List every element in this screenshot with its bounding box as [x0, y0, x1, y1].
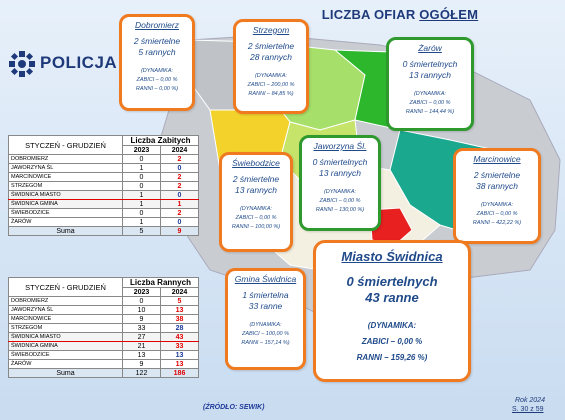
- value-2024: 28: [161, 324, 199, 333]
- callout-injured: 43 ranne: [365, 290, 419, 305]
- value-2023: 1: [123, 164, 161, 173]
- value-2024: 13: [161, 351, 199, 360]
- table-row: [9, 155, 199, 164]
- callout-dynamics-label: (DYNAMIKA:: [140, 68, 174, 74]
- callout-dobromierz: [119, 14, 195, 111]
- table-row: [9, 342, 199, 351]
- callout-injured: 38 rannych: [475, 181, 519, 191]
- callout-dynamics-injured: RANNI – 422,22 %): [472, 220, 522, 226]
- callout-gmina-swidnica: [225, 268, 306, 370]
- table-row: [9, 218, 199, 227]
- callout-dynamics-injured: RANNI – 130,00 %): [315, 207, 365, 213]
- table-header: Liczba Zabitych: [123, 136, 199, 146]
- row-name: MARCINOWICE: [9, 173, 123, 182]
- row-name: DOBROMIERZ: [9, 297, 123, 306]
- value-2023: 9: [123, 315, 161, 324]
- callout-dynamics-label: (DYNAMIKA:: [367, 321, 417, 330]
- sum-2024: 9: [160, 227, 198, 236]
- callout-name: Dobromierz: [135, 20, 179, 30]
- value-2023: 13: [123, 351, 161, 360]
- value-2023: 0: [123, 155, 161, 164]
- callout-fatal: 0 śmiertelnych: [346, 274, 438, 289]
- callout-dynamics-killed: ZABICI – 0,00 %: [476, 211, 518, 217]
- callout-injured: 5 rannych: [138, 47, 176, 57]
- table-row: [9, 315, 199, 324]
- value-2024: 0: [160, 218, 198, 227]
- row-name: ŚWIEBODZICE: [9, 351, 123, 360]
- callout-dynamics-injured: RANNI – 84,85 %): [248, 91, 294, 97]
- row-name: ŻARÓW: [9, 218, 123, 227]
- callout-dynamics-label: (DYNAMIKA:: [480, 202, 514, 208]
- callout-fatal: 0 śmiertelnych: [312, 157, 368, 167]
- callout-injured: 13 rannych: [318, 168, 362, 178]
- police-logo: [8, 49, 118, 79]
- table-row: [9, 297, 199, 306]
- callout-strzegom: [233, 19, 309, 114]
- callout-dynamics-label: (DYNAMIKA:: [249, 322, 282, 328]
- value-2024: 43: [161, 333, 199, 342]
- value-2024: 0: [160, 191, 198, 200]
- value-2023: 0: [123, 182, 161, 191]
- callout-dynamics-injured: RANNI – 157,14 %): [241, 340, 290, 346]
- table-row: [9, 333, 199, 342]
- sum-label: Suma: [9, 369, 123, 378]
- slide-title: [300, 7, 500, 22]
- callout-dynamics-killed: ZABICI – 0,00 %: [319, 198, 361, 204]
- row-name: ŚWIDNICA GMINA: [9, 342, 123, 351]
- table-row: [9, 164, 199, 173]
- callout-dynamics-label: (DYNAMIKA:: [239, 206, 273, 212]
- table-period: STYCZEŃ - GRUDZIEŃ: [9, 136, 123, 155]
- callout-name: Gmina Świdnica: [234, 274, 297, 284]
- table-injured: [8, 277, 199, 378]
- row-name: ŻARÓW: [9, 360, 123, 369]
- page-number: S. 30 z 59: [512, 406, 544, 413]
- sum-row: [9, 227, 199, 236]
- sum-2023: 5: [123, 227, 161, 236]
- callout-fatal: 2 śmiertelne: [473, 170, 521, 180]
- callout-fatal: 2 śmiertelne: [133, 36, 181, 46]
- value-2024: 5: [161, 297, 199, 306]
- row-name: MARCINOWICE: [9, 315, 123, 324]
- value-2024: 2: [160, 173, 198, 182]
- sum-2024: 186: [161, 369, 199, 378]
- callout-dynamics-killed: ZABICI – 0,00 %: [136, 77, 178, 83]
- value-2024: 2: [160, 182, 198, 191]
- value-2023: 21: [123, 342, 161, 351]
- value-2023: 10: [123, 306, 161, 315]
- value-2023: 1: [123, 200, 161, 209]
- row-name: STRZEGOM: [9, 324, 123, 333]
- value-2024: 0: [160, 164, 198, 173]
- callout-fatal: 2 śmiertelne: [247, 41, 295, 51]
- row-name: ŚWIDNICA MIASTO: [9, 191, 123, 200]
- row-name: STRZEGOM: [9, 182, 123, 191]
- callout-injured: 13 rannych: [408, 70, 452, 80]
- year-2024: 2024: [161, 288, 199, 297]
- year-2024: 2024: [160, 146, 198, 155]
- police-star-icon: [8, 50, 36, 78]
- row-name: DOBROMIERZ: [9, 155, 123, 164]
- table-row: [9, 324, 199, 333]
- callout-dynamics-injured: RANNI – 144,44 %): [405, 109, 455, 115]
- table-row: [9, 306, 199, 315]
- value-2024: 13: [161, 306, 199, 315]
- table-row: [9, 209, 199, 218]
- value-2023: 0: [123, 173, 161, 182]
- value-2023: 0: [123, 209, 161, 218]
- callout-marcinowice: [453, 148, 541, 244]
- callout-jaworzyna: [299, 135, 381, 231]
- callout-fatal: 0 śmiertelnych: [402, 59, 458, 69]
- value-2023: 33: [123, 324, 161, 333]
- callout-zarow: [386, 37, 474, 131]
- value-2024: 38: [161, 315, 199, 324]
- value-2024: 13: [161, 360, 199, 369]
- callout-dynamics-injured: RANNI – 100,00 %): [231, 224, 281, 230]
- sum-row: [9, 369, 199, 378]
- value-2024: 33: [161, 342, 199, 351]
- callout-dynamics-killed: ZABICI – 0,00 %: [361, 337, 423, 346]
- callout-fatal: 2 śmiertelne: [232, 174, 280, 184]
- value-2024: 2: [160, 209, 198, 218]
- callout-dynamics-killed: ZABICI – 100,00 %: [241, 331, 290, 337]
- value-2023: 0: [123, 297, 161, 306]
- callout-injured: 33 ranne: [248, 301, 283, 311]
- row-name: ŚWIEBODZICE: [9, 209, 123, 218]
- callout-dynamics-killed: ZABICI – 0,00 %: [235, 215, 277, 221]
- table-row: [9, 182, 199, 191]
- value-2023: 9: [123, 360, 161, 369]
- logo-text: POLICJA: [40, 53, 118, 72]
- callout-miasto-swidnica: [313, 240, 471, 382]
- value-2023: 27: [123, 333, 161, 342]
- callout-dynamics-label: (DYNAMIKA:: [323, 189, 357, 195]
- row-name: ŚWIDNICA MIASTO: [9, 333, 123, 342]
- sum-label: Suma: [9, 227, 123, 236]
- callout-name: Miasto Świdnica: [341, 249, 443, 264]
- callout-name: Jaworzyna Śl.: [313, 141, 367, 151]
- table-period: STYCZEŃ - GRUDZIEŃ: [9, 278, 123, 297]
- row-name: ŚWIDNICA GMINA: [9, 200, 123, 209]
- table-row: [9, 191, 199, 200]
- row-name: JAWORZYNA ŚL: [9, 164, 123, 173]
- callout-name: Świebodzice: [232, 158, 280, 168]
- year-2023: 2023: [123, 146, 161, 155]
- year-label: Rok 2024: [515, 397, 545, 404]
- callout-dynamics-injured: RANNI – 159,26 %): [356, 353, 428, 362]
- callout-name: Żarów: [418, 43, 442, 53]
- callout-swiebodzice: [219, 152, 293, 252]
- callout-fatal: 1 śmiertelna: [242, 290, 289, 300]
- callout-name: Marcinowice: [473, 154, 521, 164]
- callout-dynamics-killed: ZABICI – 200,00 %: [247, 82, 295, 88]
- callout-dynamics-injured: RANNI – 0,00 %): [135, 86, 179, 92]
- callout-name: Strzegom: [252, 25, 290, 35]
- table-row: [9, 200, 199, 209]
- callout-dynamics-label: (DYNAMIKA:: [254, 73, 288, 79]
- table-row: [9, 351, 199, 360]
- value-2024: 2: [160, 155, 198, 164]
- callout-dynamics-label: (DYNAMIKA:: [413, 91, 447, 97]
- callout-dynamics-killed: ZABICI – 0,00 %: [409, 100, 451, 106]
- value-2024: 1: [160, 200, 198, 209]
- table-row: [9, 173, 199, 182]
- sum-2023: 122: [123, 369, 161, 378]
- title-part2: OGÓŁEM: [419, 7, 479, 22]
- value-2023: 1: [123, 218, 161, 227]
- callout-injured: 28 rannych: [249, 52, 293, 62]
- title-part1: LICZBA OFIAR: [321, 7, 416, 22]
- table-row: [9, 360, 199, 369]
- callout-injured: 13 rannych: [234, 185, 278, 195]
- year-2023: 2023: [123, 288, 161, 297]
- table-header: Liczba Rannych: [123, 278, 199, 288]
- row-name: JAWORZYNA ŚL: [9, 306, 123, 315]
- table-killed: [8, 135, 199, 236]
- source-note: (ŹRÓDŁO: SEWIK): [203, 404, 265, 411]
- value-2023: 1: [123, 191, 161, 200]
